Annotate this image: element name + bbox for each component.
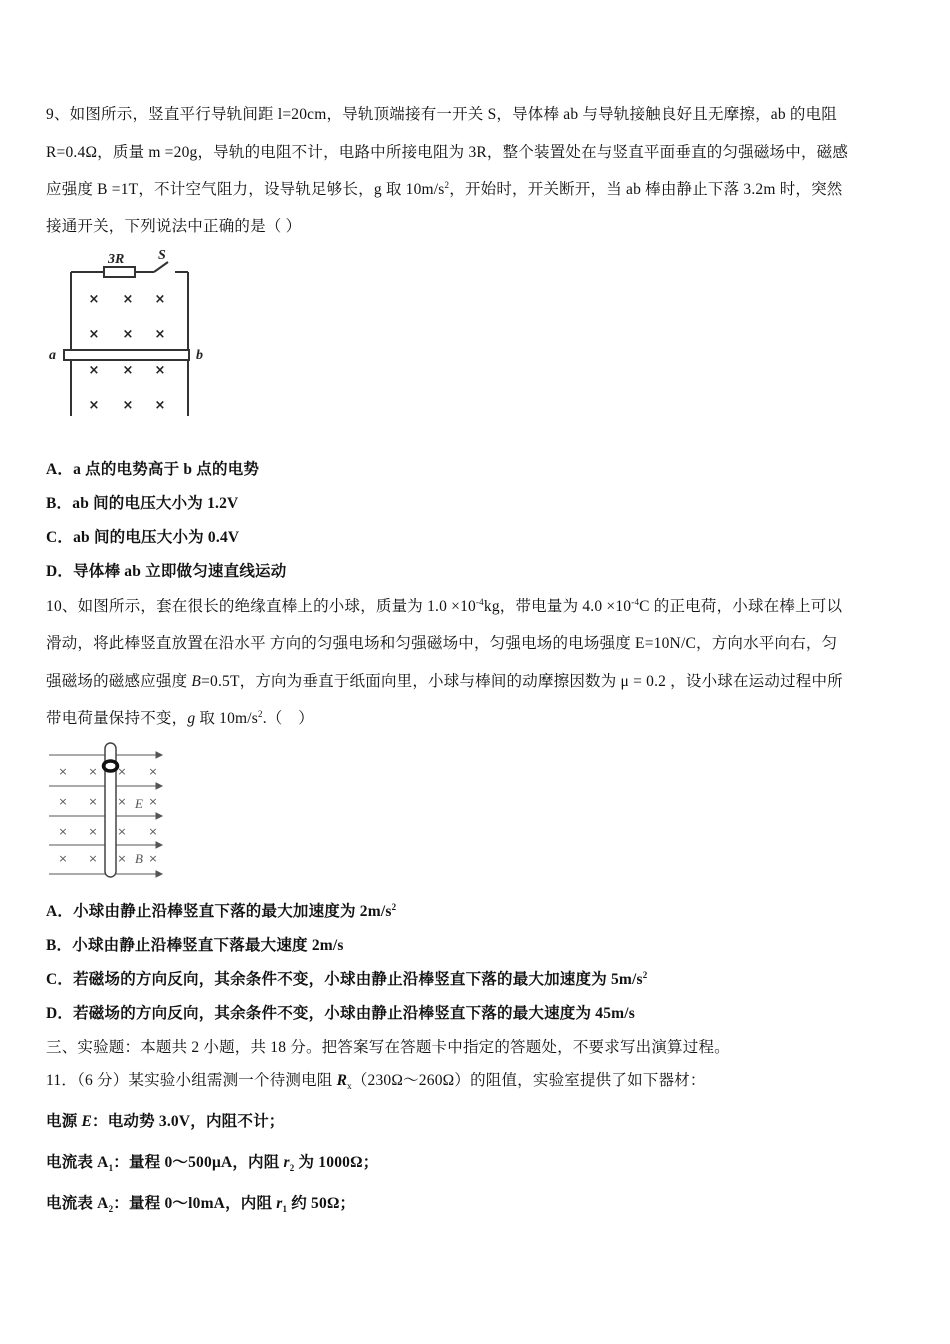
svg-text:×: ×	[88, 292, 100, 307]
svg-text:×: ×	[58, 765, 68, 778]
q9-text-line-1: 9、如图所示，竖直平行导轨间距 l=20cm，导轨顶端接有一开关 S，导体棒 ab 与导轨接触良好且无摩擦，ab 的电阻	[46, 106, 837, 123]
svg-text:×: ×	[117, 825, 127, 838]
svg-text:B: B	[135, 851, 143, 866]
svg-text:×: ×	[58, 825, 68, 838]
svg-text:×: ×	[154, 327, 166, 342]
q10-text-line-4: 带电荷量保持不变，g 取 $10m/s^2$.（ ）	[46, 708, 314, 727]
svg-text:×: ×	[117, 852, 127, 865]
svg-text:b: b	[196, 348, 203, 363]
q10-option-a[interactable]: A．小球由静止沿棒竖直下落的最大加速度为 $2m/s^2$	[46, 901, 397, 920]
q9-option-a[interactable]: A．a 点的电势高于 b 点的电势	[46, 461, 260, 478]
q11-intro: 11．（6 分）某实验小组需测一个待测电阻 $R_x(230\Omega\sim 260\Omega)$的阻值，实验室提供了如下器材：	[46, 1072, 706, 1092]
svg-text:×: ×	[154, 363, 166, 378]
svg-text:×: ×	[122, 292, 134, 307]
svg-text:×: ×	[122, 327, 134, 342]
svg-text:S: S	[158, 248, 166, 263]
svg-text:×: ×	[117, 765, 127, 778]
svg-text:a: a	[49, 348, 56, 363]
q11-item-ammeter-a2: 电流表 $A_2$：量程 0～l0mA，内阻 $r_1$ 约 50Ω；	[46, 1195, 356, 1215]
svg-text:×: ×	[122, 363, 134, 378]
svg-text:×: ×	[148, 795, 158, 808]
q10-option-b[interactable]: B．小球由静止沿棒竖直下落最大速度 2m/s	[46, 937, 344, 954]
q10-text-line-1: 10、如图所示，套在很长的绝缘直棒上的小球，质量为 $1.0 \times 10^{-4}kg$，带电量为 $4.0 \times 10^{-4}C$ 的正电荷，小球在棒上可以	[46, 596, 843, 615]
svg-text:×: ×	[88, 825, 98, 838]
q10-figure-rod-field	[46, 740, 166, 880]
q10-text-line-2: 滑动，将此棒竖直放置在沿水平 方向的匀强电场和匀强磁场中，匀强电场的电场强度 E=10N/C，方向水平向右，匀	[46, 635, 838, 652]
svg-text:×: ×	[154, 292, 166, 307]
svg-text:E: E	[135, 796, 143, 811]
q9-text-line-2: R=0.4Ω，质量 m =20g，导轨的电阻不计，电路中所接电阻为 3R，整个装置处在与竖直平面垂直的匀强磁场中，磁感	[46, 144, 849, 161]
q11-item-power-source: 电源 E：电动势 3.0V，内阻不计；	[46, 1113, 285, 1130]
svg-text:×: ×	[88, 363, 100, 378]
svg-text:×: ×	[148, 825, 158, 838]
svg-text:×: ×	[58, 852, 68, 865]
svg-text:×: ×	[58, 795, 68, 808]
svg-text:×: ×	[88, 398, 100, 413]
svg-text:×: ×	[117, 795, 127, 808]
q9-text-line-3: 应强度 B =1T，不计空气阻力，设导轨足够长，g 取 $10m/s^2$，开始时，开关断开，当 ab 棒由静止下落 3.2m 时，突然	[46, 179, 843, 198]
svg-text:×: ×	[148, 765, 158, 778]
q9-option-b[interactable]: B．ab 间的电压大小为 1.2V	[46, 495, 239, 512]
svg-text:×: ×	[154, 398, 166, 413]
svg-text:×: ×	[88, 327, 100, 342]
q9-option-c[interactable]: C．ab 间的电压大小为 0.4V	[46, 529, 240, 546]
q9-option-d[interactable]: D．导体棒 ab 立即做匀速直线运动	[46, 563, 287, 580]
svg-text:×: ×	[88, 795, 98, 808]
q10-option-d[interactable]: D．若磁场的方向反向，其余条件不变，小球由静止沿棒竖直下落的最大速度为 45m/s	[46, 1005, 636, 1022]
svg-text:×: ×	[88, 852, 98, 865]
svg-text:3R: 3R	[108, 252, 125, 267]
q9-text-line-4: 接通开关，下列说法中正确的是（ ）	[46, 218, 302, 235]
q10-text-line-3: 强磁场的磁感应强度 B=0.5T，方向为垂直于纸面向里，小球与棒间的动摩擦因数为 μ = 0.2 ，设小球在运动过程中所	[46, 673, 843, 690]
section-3-heading: 三、实验题：本题共 2 小题，共 18 分。把答案写在答题卡中指定的答题处，不要求写出演算过程。	[46, 1039, 730, 1056]
svg-text:×: ×	[148, 852, 158, 865]
svg-text:×: ×	[122, 398, 134, 413]
q9-figure-rails-circuit	[44, 246, 214, 421]
q10-option-c[interactable]: C．若磁场的方向反向，其余条件不变，小球由静止沿棒竖直下落的最大加速度为 $5m/s^2$	[46, 969, 648, 988]
svg-text:×: ×	[88, 765, 98, 778]
q11-item-ammeter-a1: 电流表 $A_1$：量程 0～500μA，内阻 $r_2$ 为 1000Ω；	[46, 1154, 379, 1174]
